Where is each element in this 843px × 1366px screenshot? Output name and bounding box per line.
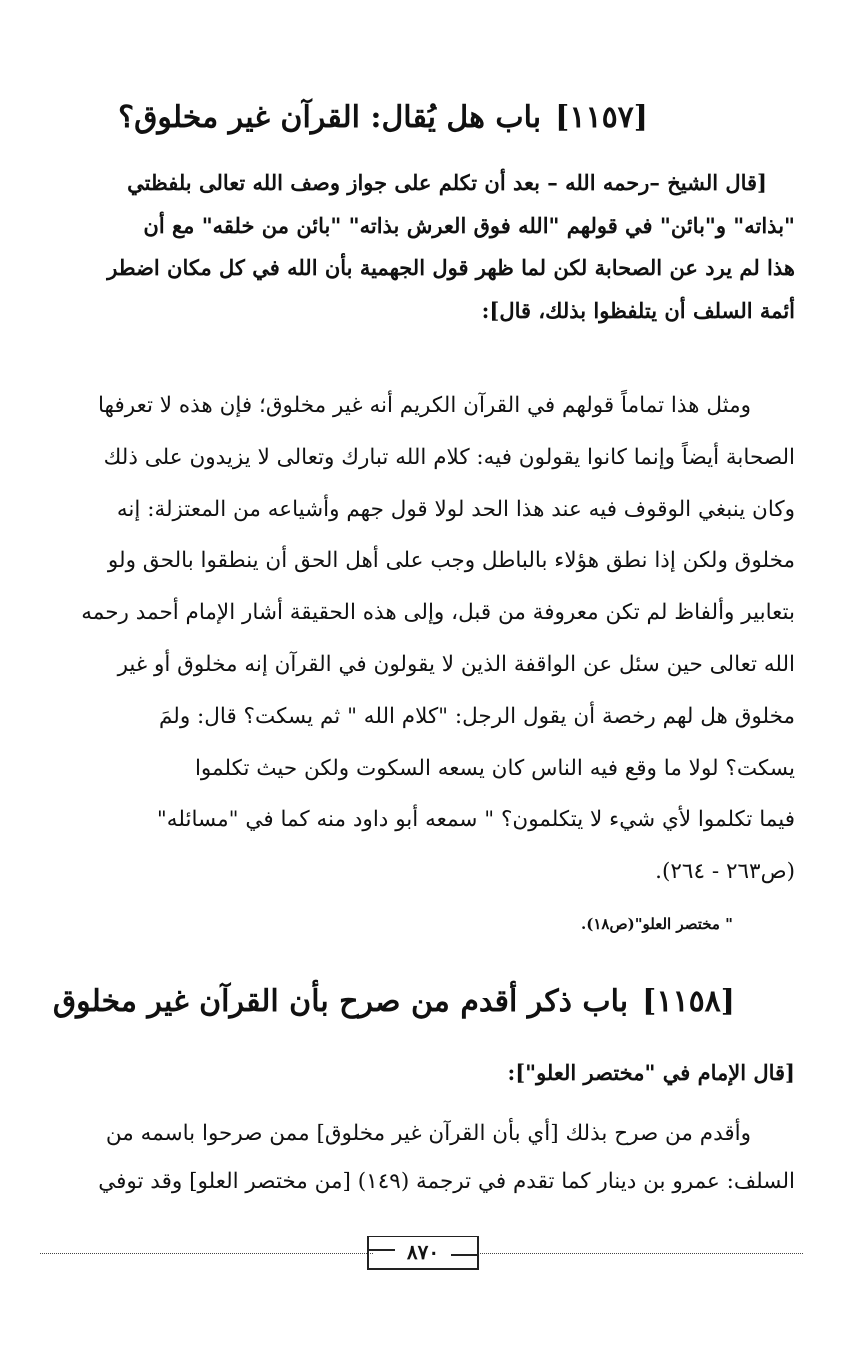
chapter-number: [١١٥٧]: [555, 100, 648, 135]
text-line: وكان ينبغي الوقوف فيه عند هذا الحد لولا قول جهم وأشياعه من المعتزلة: إنه: [116, 496, 795, 522]
chapter-number: [١١٥٨]: [642, 984, 735, 1019]
chapter-title: باب هل يُقال: القرآن غير مخلوق؟: [118, 100, 542, 135]
subheading: [قال الإمام في "مختصر العلو"]:: [507, 1060, 795, 1085]
frame-ornament: [451, 1254, 477, 1268]
chapter-heading-1157: [48, 98, 648, 138]
text-line: السلف: عمرو بن دينار كما تقدم في ترجمة (١٤٩) [من مختصر العلو] وقد توفي: [98, 1169, 795, 1194]
frame-ornament: [369, 1237, 395, 1251]
text-line: أئمة السلف أن يتلفظوا بذلك، قال]:: [481, 297, 795, 323]
page-number-frame: [367, 1236, 479, 1270]
text-line: مخلوق هل لهم رخصة أن يقول الرجل: "كلام الله " ثم يسكت؟ قال: ولمَ: [158, 703, 795, 729]
text-line: وأقدم من صرح بذلك [أي بأن القرآن غير مخلوق] ممن صرحوا باسمه من: [105, 1121, 751, 1146]
footer-rule-left: [40, 1253, 373, 1254]
text-line: ومثل هذا تماماً قولهم في القرآن الكريم أنه غير مخلوق؛ فإن هذه لا تعرفها: [97, 393, 751, 418]
text-line: [قال الشيخ –رحمه الله – بعد أن تكلم على جواز وصف الله تعالى بلفظتي: [127, 170, 767, 195]
text-line: هذا لم يرد عن الصحابة لكن لما ظهر قول الجهمية بأن الله في كل مكان اضطر: [107, 255, 795, 280]
footer-rule-right: [480, 1253, 803, 1254]
source-reference: " مختصر العلو"(ص١٨).: [581, 915, 733, 933]
body-paragraph: [48, 380, 795, 898]
intro-paragraph: [48, 162, 795, 332]
text-line: فيما تكلموا لأي شيء لا يتكلمون؟ " سمعه أبو داود منه كما في "مسائله": [156, 807, 795, 833]
text-line: "بذاته" و"بائن" في قولهم "الله فوق العرش بذاته" "بائن من خلقه" مع أن: [143, 212, 795, 238]
text-line: الصحابة أيضاً وإنما كانوا يقولون فيه: كلام الله تبارك وتعالى لا يزيدون على ذلك: [103, 444, 795, 470]
text-line: الله تعالى حين سئل عن الواقفة الذين لا يقولون في القرآن إنه مخلوق أو غير: [117, 651, 795, 677]
chapter-title: باب ذكر أقدم من صرح بأن القرآن غير مخلوق: [52, 984, 629, 1019]
chapter-heading-1158: [35, 982, 735, 1022]
closing-paragraph: [48, 1110, 795, 1206]
text-line: بتعابير وألفاظ لم تكن معروفة من قبل، وإلى هذه الحقيقة أشار الإمام أحمد رحمه: [81, 600, 795, 626]
text-line: (ص٢٦٣ - ٢٦٤).: [655, 859, 795, 885]
text-line: يسكت؟ لولا ما وقع فيه الناس كان يسعه السكوت ولكن حيث تكلموا: [194, 755, 795, 781]
page-number: ٨٧٠: [406, 1240, 440, 1264]
text-line: مخلوق ولكن إذا نطق هؤلاء بالباطل وجب على أهل الحق أن ينطقوا بالحق ولو: [107, 548, 795, 574]
